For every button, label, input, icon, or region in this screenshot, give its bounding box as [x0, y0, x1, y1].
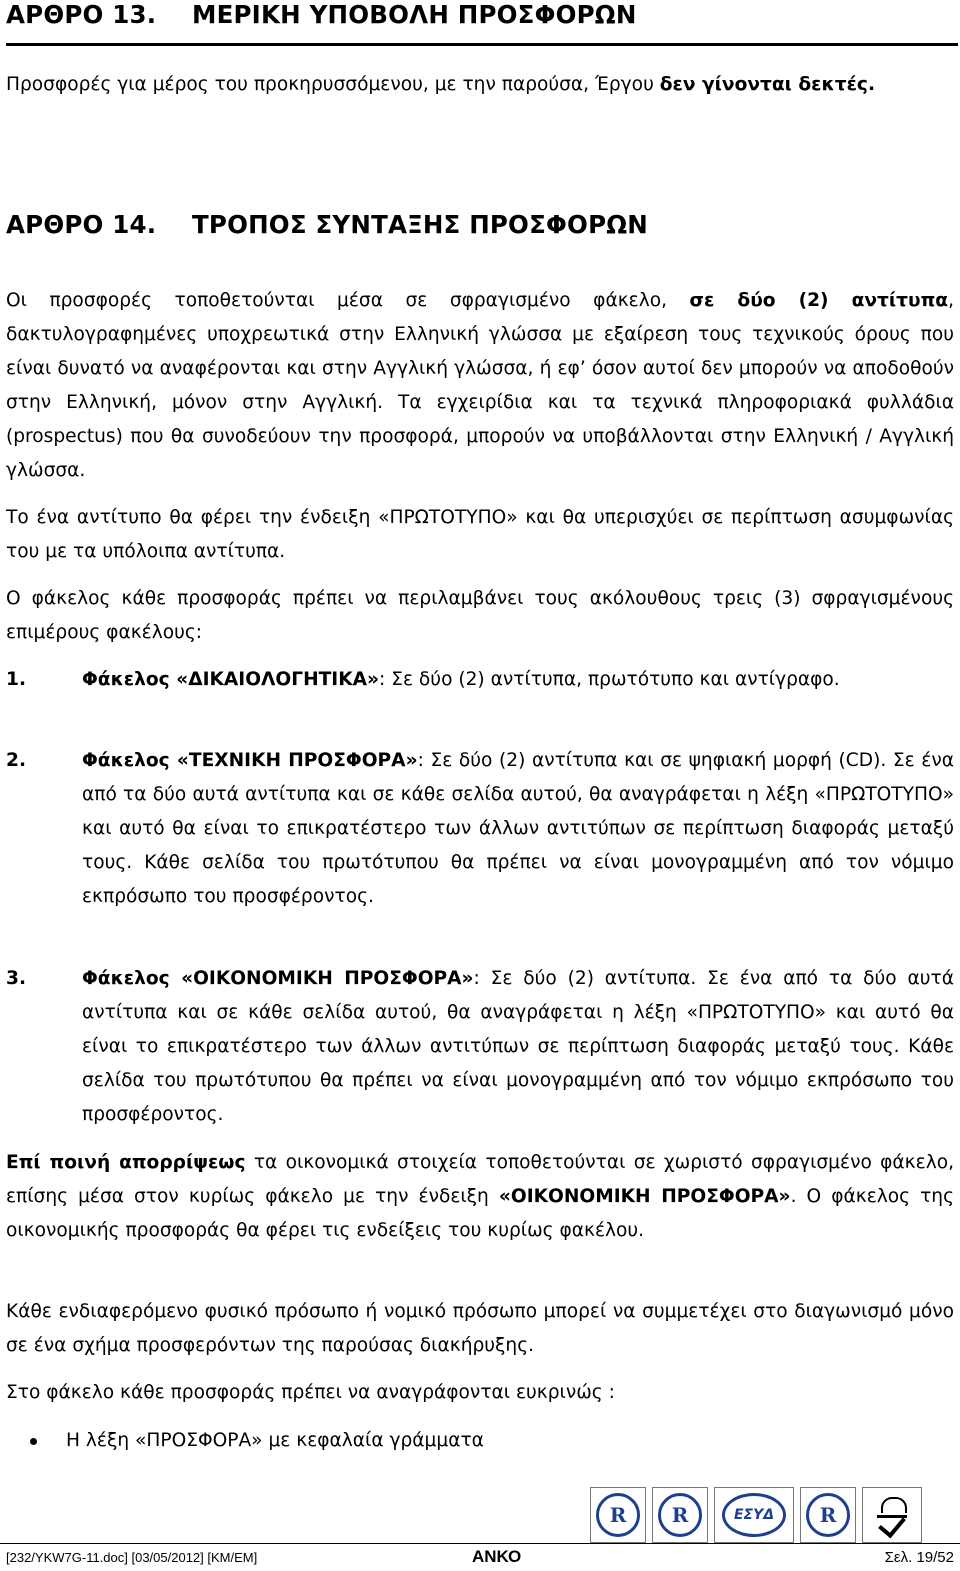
- esyd-logo-text: ΕΣΥΔ: [733, 1507, 775, 1523]
- p4-bold-2: «ΟΙΚΟΝΟΜΙΚΗ ΠΡΟΣΦΟΡΑ»: [498, 1186, 791, 1207]
- article-13-heading: [6, 0, 637, 29]
- list-item-number: 3.: [6, 968, 27, 989]
- article-14-paragraph-2: Το ένα αντίτυπο θα φέρει την ένδειξη «ΠΡΩΤΟΤΥΠΟ» και θα υπερισχύει σε περίπτωση ασυμφωνίας του με τα υπόλοιπα αντίτυπα.: [6, 507, 954, 562]
- article-13-number: ΑΡΘΡΟ 13.: [6, 0, 157, 29]
- list-item: [6, 744, 954, 914]
- ukas-logo-icon: [862, 1487, 922, 1543]
- page-footer: [0, 1543, 960, 1571]
- certification-logos: [590, 1487, 922, 1543]
- heading-rule: [6, 43, 958, 46]
- list-item-title: Φάκελος «ΤΕΧΝΙΚΗ ΠΡΟΣΦΟΡΑ»: [82, 750, 418, 771]
- list-item-text: : Σε δύο (2) αντίτυπα, πρωτότυπο και αντίγραφο.: [379, 669, 840, 690]
- article-13-text: Προσφορές για μέρος του προκηρυσσόμενου, με την παρούσα, Έργου: [6, 74, 660, 95]
- article-13-paragraph: [6, 68, 954, 102]
- article-13-title: ΜΕΡΙΚΗ ΥΠΟΒΟΛΗ ΠΡΟΣΦΟΡΩΝ: [192, 0, 637, 29]
- list-item: [6, 663, 954, 697]
- article-13-bold: δεν γίνονται δεκτές.: [659, 74, 876, 95]
- article-14-paragraph-5: Κάθε ενδιαφερόμενο φυσικό πρόσωπο ή νομικό πρόσωπο μπορεί να συμμετέχει στο διαγωνισμό μόνο σε ένα σχήμα προσφερόντων της παρούσας διακήρυξης.: [6, 1301, 954, 1356]
- list-item-number: 2.: [6, 750, 27, 771]
- certification-r-logo-icon: R: [800, 1487, 856, 1543]
- article-14-paragraph-4: [6, 1146, 954, 1248]
- list-item-number: 1.: [6, 669, 27, 690]
- p1-bold: σε δύο (2) αντίτυπα: [689, 290, 949, 311]
- footer-document-ref: [232/YKW7G-11.doc] [03/05/2012] [KM/EM]: [6, 1550, 258, 1565]
- article-14-paragraph-3: Ο φάκελος κάθε προσφοράς πρέπει να περιλαμβάνει τους ακόλουθους τρεις (3) σφραγισμένους επιμέρους φακέλους:: [6, 588, 954, 643]
- list-item-title: Φάκελος «ΟΙΚΟΝΟΜΙΚΗ ΠΡΟΣΦΟΡΑ»: [82, 968, 474, 989]
- p1-text-b: , δακτυλογραφημένες υποχρεωτικά στην Ελληνική γλώσσα με εξαίρεση τους τεχνικούς όρους που είναι δυνατό να αναφέρονται και στην Αγγλική γλώσσα, ή εφ’ όσον αυτοί δεν μπορούν να αποδοθούν στην Ελληνική, μόνον στην Αγγλική. Τα εγχειρίδια και τα τεχνικά πληροφοριακά φυλλάδια (prospectus) που θα συνοδεύουν την προσφορά, μπορούν να υποβάλλονται στην Ελληνική / Αγγλική γλώσσα.: [6, 290, 954, 481]
- article-14-heading: [6, 210, 648, 239]
- p4-text-b: . Ο φάκελος της οικονομικής προσφοράς θα φέρει τις ενδείξεις του κυρίως φακέλου.: [6, 1186, 954, 1241]
- list-item-text: : Σε δύο (2) αντίτυπα. Σε ένα από τα δύο αυτά αντίτυπα και σε κάθε σελίδα αυτού, θα αναγράφεται η λέξη «ΠΡΩΤΟΤΥΠΟ» και αυτό θα είναι το επικρατέστερο των άλλων αντιτύπων σε περίπτωση διαφοράς μεταξύ τους. Κάθε σελίδα του πρωτότυπου θα πρέπει να είναι μονογραμμένη από τον νόμιμο εκπρόσωπο του προσφέροντος.: [82, 968, 954, 1125]
- footer-company: ΑΝΚΟ: [472, 1547, 522, 1566]
- list-item-text: : Σε δύο (2) αντίτυπα και σε ψηφιακή μορφή (CD). Σε ένα από τα δύο αυτά αντίτυπα και σε κάθε σελίδα αυτού, θα αναγράφεται η λέξη «ΠΡΩΤΟΤΥΠΟ» και αυτό θα είναι το επικρατέστερο των άλλων αντιτύπων σε περίπτωση διαφοράς μεταξύ τους. Κάθε σελίδα του πρωτότυπου θα πρέπει να είναι μονογραμμένη από τον νόμιμο εκπρόσωπο του προσφέροντος.: [82, 750, 954, 907]
- certification-r-logo-icon: R: [590, 1487, 646, 1543]
- bullet-item: [30, 1424, 484, 1458]
- p4-text-a: τα οικονομικά στοιχεία τοποθετούνται σε χωριστό σφραγισμένο φάκελο, επίσης μέσα στον κυρίως φάκελο με την ένδειξη: [6, 1152, 954, 1207]
- bullet-dot-icon: [30, 1438, 37, 1445]
- list-item-title: Φάκελος «ΔΙΚΑΙΟΛΟΓΗΤΙΚΑ»: [82, 669, 380, 690]
- list-item: [6, 962, 954, 1132]
- certification-r-logo-icon: R: [652, 1487, 708, 1543]
- p1-text-a: Οι προσφορές τοποθετούνται μέσα σε σφραγισμένο φάκελο,: [6, 290, 690, 311]
- esyd-logo-icon: [714, 1487, 794, 1543]
- article-14-number: ΑΡΘΡΟ 14.: [6, 210, 157, 239]
- article-14-title: ΤΡΟΠΟΣ ΣΥΝΤΑΞΗΣ ΠΡΟΣΦΟΡΩΝ: [192, 210, 648, 239]
- p4-bold-1: Επί ποινή απορρίψεως: [6, 1152, 246, 1173]
- footer-page-number: Σελ. 19/52: [884, 1549, 954, 1566]
- article-14-paragraph-6: Στο φάκελο κάθε προσφοράς πρέπει να αναγράφονται ευκρινώς :: [6, 1382, 615, 1403]
- article-14-paragraph-1: [6, 284, 954, 488]
- bullet-text: Η λέξη «ΠΡΟΣΦΟΡΑ» με κεφαλαία γράμματα: [66, 1430, 484, 1451]
